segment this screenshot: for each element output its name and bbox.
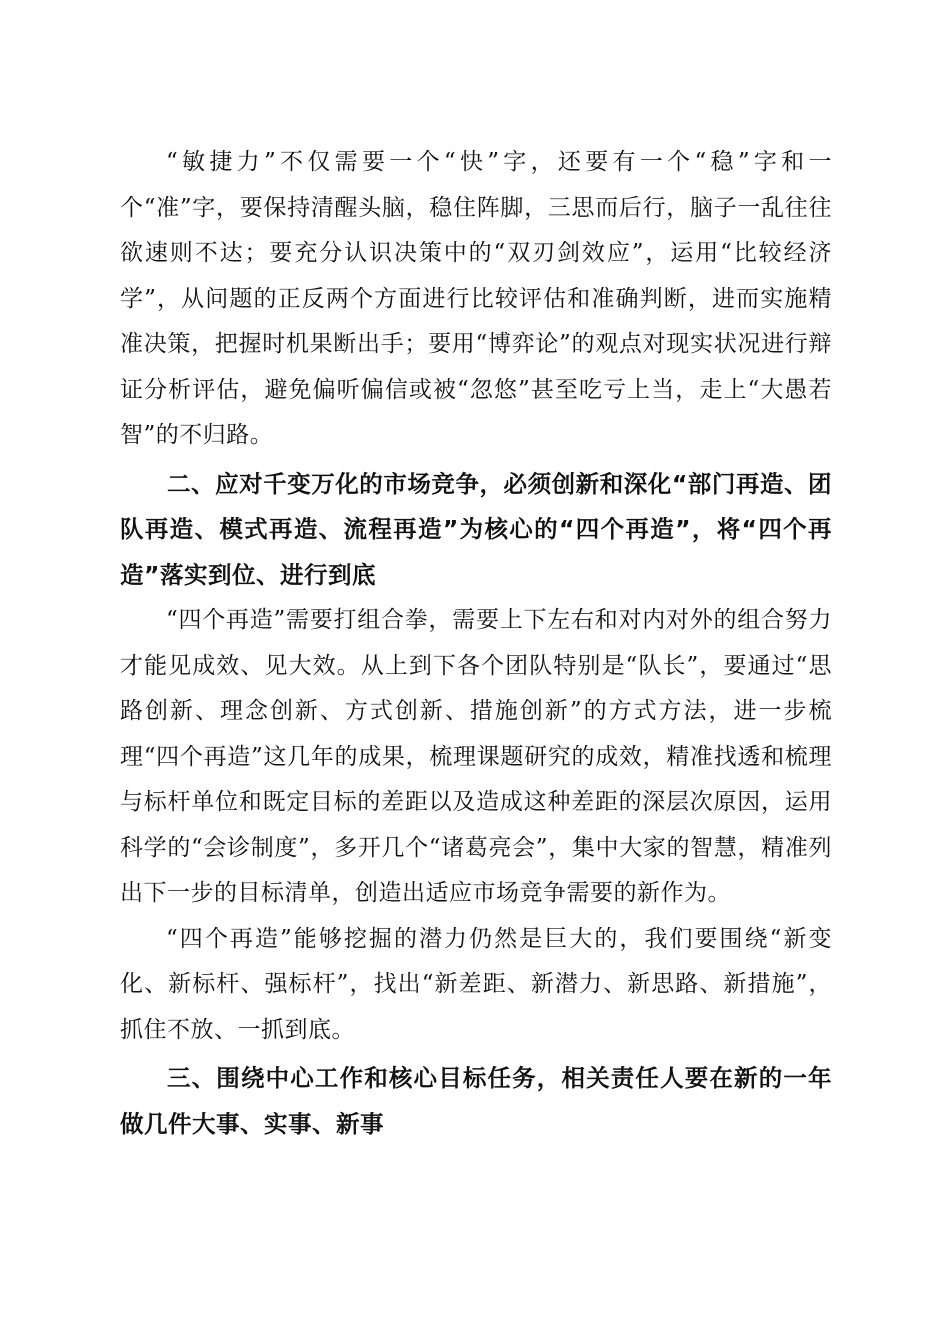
section-heading-three: 三、围绕中心工作和核心目标任务，相关责任人要在新的一年做几件大事、实事、新事 — [120, 1064, 832, 1138]
paragraph-four-reconstructions: “四个再造”需要打组合拳，需要上下左右和对内对外的组合努力才能见成效、见大效。从上到下各个团队特别是“队长”，要通过“思路创新、理念创新、方式创新、措施创新”的方式方法，进一步梳理“四个再造”这几年的成果，梳理课题研究的成效，精准找透和梳理与标杆单位和既定目标的差距以及造成这种差距的深层次原因，运用科学的“会诊制度”，多开几个“诸葛亮会”，集中大家的智慧，精准列出下一步的目标清单，创造出适应市场竞争需要的新作为。 — [120, 607, 832, 906]
section-heading-two: 二、应对千变万化的市场竞争，必须创新和深化“部门再造、团队再造、模式再造、流程再造”为核心的“四个再造”，将“四个再造”落实到位、进行到底 — [120, 469, 832, 589]
paragraph-potential: “四个再造”能够挖掘的潜力仍然是巨大的，我们要围绕“新变化、新标杆、强标杆”，找出“新差距、新潜力、新思路、新措施”，抓住不放、一抓到底。 — [120, 925, 832, 1043]
document-page — [120, 140, 832, 1147]
paragraph-agility: “敏捷力”不仅需要一个“快”字，还要有一个“稳”字和一个“准”字，要保持清醒头脑，稳住阵脚，三思而后行，脑子一乱往往欲速则不达；要充分认识决策中的“双刃剑效应”，运用“比较经济学”，从问题的正反两个方面进行比较评估和准确判断，进而实施精准决策，把握时机果断出手；要用“博弈论”的观点对现实状况进行辩证分析评估，避免偏听偏信或被“忽悠”甚至吃亏上当，走上“大愚若智”的不归路。 — [120, 149, 832, 448]
